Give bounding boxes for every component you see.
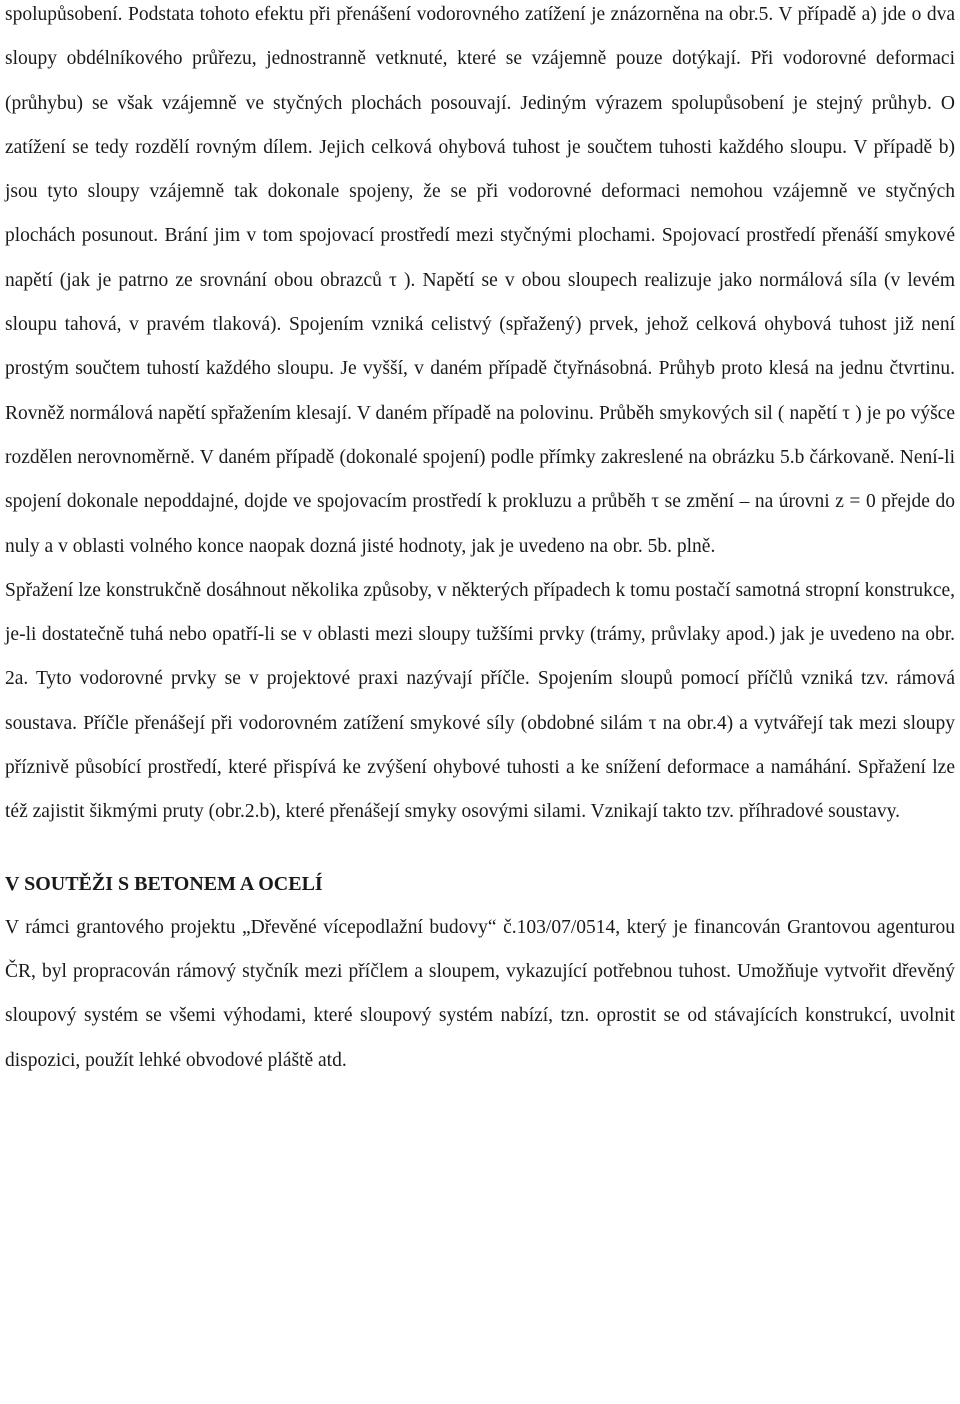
paragraph-grant-project: V rámci grantového projektu „Dřevěné vícepodlažní budovy“ č.103/07/0514, který je financován Grantovou agenturou ČR, byl propracován rámový styčník mezi příčlem a sloupem, vykazující potřebnou tuhost. Umožňuje vytvořit dřevěný sloupový systém se všemi výhodami, které sloupový systém nabízí, tzn. oprostit se od stávajících konstrukcí, uvolnit dispozici, použít lehké obvodové pláště atd. — [5, 916, 955, 1071]
paragraph-columns-interaction: spolupůsobení. Podstata tohoto efektu při přenášení vodorovného zatížení je znázorněna na obr.5. V případě a) jde o dva sloupy obdélníkového průřezu, jednostranně vetknuté, které se vzájemně pouze dotýkají. Při vodorovné deformaci (průhybu) se však vzájemně ve styčných plochách posouvají. Jediným výrazem spolupůsobení je stejný průhyb. O zatížení se tedy rozdělí rovným dílem. Jejich celková ohybová tuhost je součtem tuhosti každého sloupu. V případě b) jsou tyto sloupy vzájemně tak dokonale spojeny, že se při vodorovné deformaci nemohou vzájemně ve styčných plochách posunout. Brání jim v tom spojovací prostředí mezi styčnými plochami. Spojovací prostředí přenáší smykové napětí (jak je patrno ze srovnání obou obrazců τ ). Napětí se v obou sloupech realizuje jako normálová síla (v levém sloupu tahová, v pravém tlaková). Spojením vzniká celistvý (spřažený) prvek, jehož celková ohybová tuhost již není prostým součtem tuhostí každého sloupu. Je vyšší, v daném případě čtyřnásobná. Průhyb proto klesá na jednu čtvrtinu. Rovněž normálová napětí spřažením klesají. V daném případě na polovinu. Průběh smykových sil ( napětí τ ) je po výšce rozdělen nerovnoměrně. V daném případě (dokonalé spojení) podle přímky zakreslené na obrázku 5.b čárkovaně. Není-li spojení dokonale nepoddajné, dojde ve spojovacím prostředí k prokluzu a průběh τ se změní – na úrovni z = 0 přejde do nuly a v oblasti volného konce naopak dozná jisté hodnoty, jak je uvedeno na obr. 5b. plně. — [5, 4, 955, 557]
paragraph-composite-action: Spřažení lze konstrukčně dosáhnout několika způsoby, v některých případech k tomu postačí samotná stropní konstrukce, je-li dostatečně tuhá nebo opatří-li se v oblasti mezi sloupy tužšími prvky (trámy, průvlaky apod.) jak je uvedeno na obr. 2a. Tyto vodorovné prvky se v projektové praxi nazývají příčle. Spojením sloupů pomocí příčlů vzniká tzv. rámová soustava. Příčle přenášejí při vodorovném zatížení smykové síly (obdobné silám τ na obr.4) a vytvářejí tak mezi sloupy příznivě působící prostředí, které přispívá ke zvýšení ohybové tuhosti a ke snížení deformace a namáhání. Spřažení lze též zajistit šikmými pruty (obr.2.b), které přenášejí smyky osovými silami. Vznikají takto tzv. příhradové soustavy. — [5, 579, 955, 823]
section-heading: V SOUTĚŽI S BETONEM A OCELÍ — [5, 872, 323, 895]
document-page — [5, 0, 955, 1083]
